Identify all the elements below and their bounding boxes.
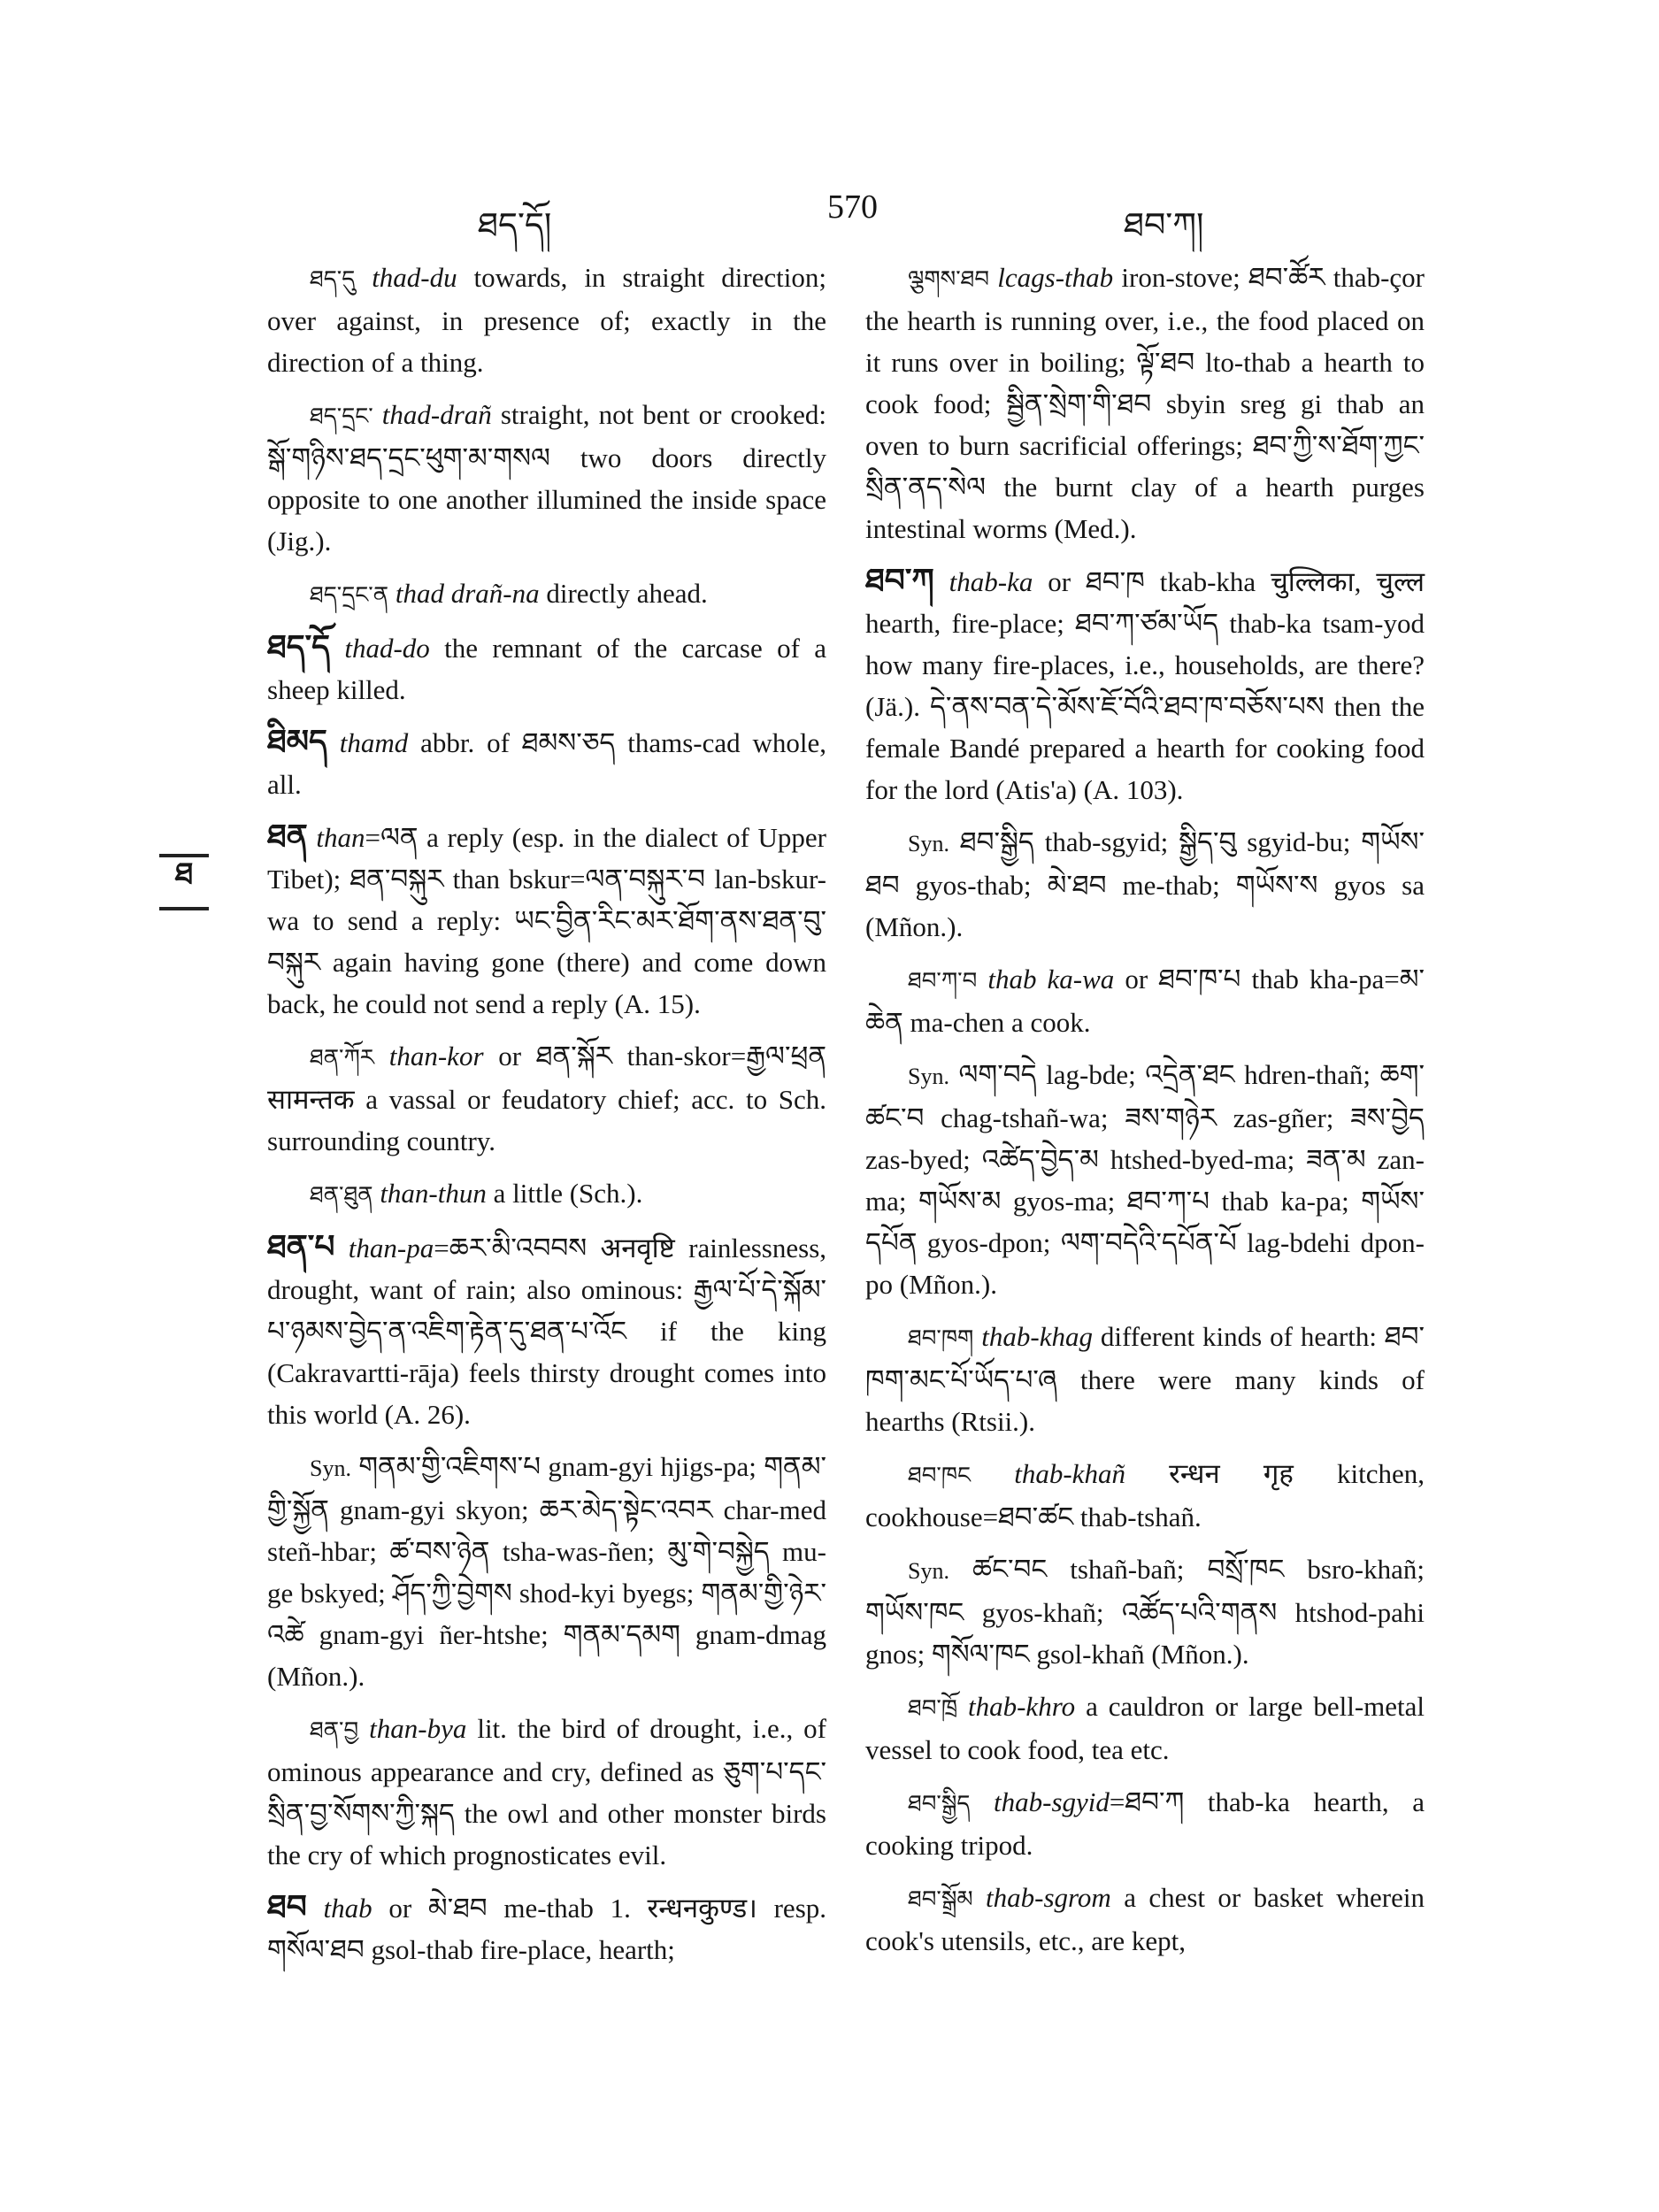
entry-transliteration: thab-sgrom [986, 1882, 1111, 1913]
dictionary-entry [865, 1316, 1425, 1442]
entry-transliteration: than-bya [369, 1713, 467, 1744]
entry-headword: ཐན་ཐུན [310, 1182, 373, 1208]
entry-headword: ཐབ་ཁྲོ [908, 1695, 958, 1721]
dictionary-entry [267, 1226, 826, 1435]
entry-transliteration: thamd [339, 727, 409, 758]
entry-definition: iron-stove; ཐབ་ཚོར thab-çor the hearth is running over, i.e., the food placed on it runs over in boiling; ལྟོ་ཐབ lto-thab a hearth to cook food; སྦྱིན་སྲེག་གི་ཐབ sbyin sreg gi thab an oven to burn sacrificial offerings; ཐབ་ཀྱི་ས་ཐོག་ཀྱང་སྲིན་ནད་སེལ the burnt clay of a hearth purges intestinal worms (Med.). [865, 262, 1425, 544]
entry-headword: ཐབ་ཁག [908, 1325, 974, 1351]
entry-definition: =ཆར་མི་འབབས अनवृष्टि rainlessness, drought, want of rain; also ominous: རྒྱལ་པོ་དེ་སྐོམ་པ་ཉམས་བྱེད་ན་འཇིག་རྟེན་དུ་ཐན་པ་འོང if the king (Cakravartti-rāja) feels thirsty drought comes into this world (A. 26). [267, 1233, 827, 1430]
dictionary-entry [267, 1035, 826, 1162]
entry-definition: གནམ་གྱི་འཇིགས་པ gnam-gyi hjigs-pa; གནམ་གྱི་སྐྱོན gnam-gyi skyon; ཆར་མེད་སྟེང་འབར char-med steñ-hbar; ཚ་བས་ཉེན tsha-was-ñen; མུ་གེ་བསྐྱེད mu-ge bskyed; ཤོད་ཀྱི་བྱེགས shod-kyi byegs; གནམ་གྱི་ཉེར་འཚེ gnam-gyi ñer-htshe; གནམ་དམག gnam-dmag (Mñon.). [267, 1451, 826, 1692]
right-column [865, 257, 1425, 1972]
dictionary-entry [267, 394, 826, 562]
dictionary-entry [865, 1453, 1425, 1538]
entry-headword: Syn. [908, 831, 949, 856]
entry-definition: abbr. of ཐམས་ཅད thams-cad whole, all. [267, 727, 827, 800]
dictionary-entry [865, 958, 1425, 1043]
entry-headword: ཐན་པ [267, 1229, 335, 1264]
dictionary-entry [267, 816, 826, 1025]
entry-transliteration: thad drañ-na [395, 578, 540, 609]
dictionary-entry [267, 1886, 826, 1970]
entry-headword: ཐད་དྲང་ན [310, 582, 389, 608]
entry-definition: =ལན a reply (esp. in the dialect of Upper Tibet); ཐན་བསྐུར than bskur=ལན་བསྐུར་བ lan-bskur-wa to send a reply: ཡང་བྱིན་རིང་མར་ཐོག་ནས་ཐན་བུ་བསྐུར again having gone (there) and come down back, he could not send a reply (A. 15). [267, 822, 826, 1019]
entry-transliteration: thad-du [372, 262, 457, 293]
entry-transliteration: thab-khro [968, 1691, 1076, 1722]
entry-headword: ལྕགས་ཐབ [908, 266, 990, 292]
entry-definition: directly ahead. [539, 578, 708, 609]
entry-transliteration: lcags-thab [997, 262, 1114, 293]
entry-transliteration: thab-ka [949, 566, 1033, 597]
entry-definition: ཚང་བང tshañ-bañ; བསྲོ་ཁང bsro-khañ; གཡོས་ཁང gyos-khañ; འཚོད་པའི་གནས htshod-pahi gnos; གསོལ་ཁང gsol-khañ (Mñon.). [865, 1554, 1425, 1670]
entry-definition: or ཐན་སྐོར than-skor=རྒྱལ་ཕྲན सामन्तक a vassal or feudatory chief; acc. to Sch. surrounding country. [267, 1041, 827, 1156]
dictionary-entry [865, 1054, 1425, 1305]
entry-headword: ཐབ་ཀ་བ [908, 968, 978, 994]
entry-transliteration: thab ka-wa [987, 964, 1115, 995]
entry-definition: straight, not bent or crooked: སྒོ་གཉིས་ཐད་དྲང་ཕུག་མ་གསལ two doors directly opposite to one another illumined the inside space (Jig.). [267, 399, 827, 557]
entry-headword: ཐད་དྲང་ [310, 403, 373, 429]
entry-headword: ཐན་བྱ [310, 1717, 359, 1743]
page-number: 570 [827, 188, 878, 226]
entry-transliteration: thab-khag [981, 1321, 1093, 1352]
entry-definition: or ཐབ་ཁ་པ thab kha-pa=མ་ཆེན ma-chen a cook. [865, 964, 1425, 1038]
entry-headword: ཐད་དོ [267, 629, 330, 664]
dictionary-entry [267, 1446, 826, 1697]
entry-headword: ཐབ [267, 1889, 307, 1924]
entry-transliteration: than-kor [388, 1041, 484, 1071]
entry-headword: ཐད་དུ [310, 266, 356, 292]
dictionary-entry [865, 1548, 1425, 1675]
entry-headword: Syn. [908, 1064, 949, 1089]
entry-definition: towards, in straight direction; over against, in presence of; exactly in the direction of a thing. [267, 262, 826, 378]
dictionary-entry [865, 257, 1425, 549]
entry-definition: a chest or basket wherein cook's utensils, etc., are kept, [865, 1882, 1425, 1956]
entry-definition: the remnant of the carcase of a sheep killed. [267, 633, 827, 705]
entry-headword: ཐན་ཀོར [310, 1045, 375, 1071]
entry-definition: a cauldron or large bell-metal vessel to cook food, tea etc. [865, 1691, 1425, 1765]
entry-transliteration: than-pa [348, 1233, 434, 1263]
entry-transliteration: than [316, 822, 365, 853]
entry-definition: lit. the bird of drought, i.e., of ominous appearance and cry, defined as ཅུག་པ་དང་སྲིན་བྱ་སོགས་ཀྱི་སྐད the owl and other monster birds the cry of which prognosticates evil. [267, 1713, 826, 1870]
dictionary-entry [865, 1877, 1425, 1962]
dictionary-entry [267, 1172, 826, 1216]
dictionary-entry [267, 1708, 826, 1876]
entry-definition: रन्धन गृह kitchen, cookhouse=ཐབ་ཚང thab-tshañ. [865, 1458, 1425, 1532]
entry-headword: ཐབ་སྒྱིད [908, 1791, 971, 1816]
entry-definition: or མེ་ཐབ me-thab 1. रन्धनकुण्ड। resp. གསོལ་ཐབ gsol-thab fire-place, hearth; [267, 1893, 827, 1965]
dictionary-entry [865, 1686, 1425, 1770]
header-left-word: ཐད་དོ། [478, 205, 552, 244]
entry-definition: different kinds of hearth: ཐབ་ཁག་མང་པོ་ཡོད་པ་ཞ there were many kinds of hearths (Rtsii.). [865, 1321, 1425, 1437]
dictionary-entry [267, 572, 826, 616]
dictionary-entry [267, 626, 826, 710]
entry-transliteration: thad-drañ [381, 399, 492, 430]
margin-thumb-index: ཐ [159, 854, 209, 910]
entry-definition: or ཐབ་ཁ tkab-kha चुल्लिका, चुल्ल hearth, fire-place; ཐབ་ཀ་ཙམ་ཡོད thab-ka tsam-yod how many fire-places, i.e., households, are there? (Jä.). དེ་ནས་བན་དེ་མོས་ཇོ་བོའི་ཐབ་ཁ་བཅོས་པས then the female Bandé prepared a hearth for cooking food for the lord (Atis'a) (A. 103). [865, 566, 1425, 805]
dictionary-entry [267, 721, 826, 805]
dictionary-entry [267, 257, 826, 383]
entry-headword: ཐན [267, 818, 308, 854]
entry-transliteration: than-thun [380, 1178, 487, 1209]
entry-transliteration: thad-do [344, 633, 430, 664]
entry-definition: ལག་བདེ lag-bde; འདྲེན་ཐང hdren-thañ; ཆག་ཚང་བ chag-tshañ-wa; ཟས་གཉེར zas-gñer; ཟས་བྱེད zas-byed; འཚེད་བྱེད་མ htshed-byed-ma; ཟན་མ zan-ma; གཡོས་མ gyos-ma; ཐབ་ཀ་པ thab ka-pa; གཡོས་དཔོན gyos-dpon; ལག་བདེའི་དཔོན་པོ lag-bdehi dpon-po (Mñon.). [865, 1059, 1425, 1300]
entry-headword: Syn. [908, 1558, 949, 1584]
entry-definition: ཐབ་སྒྱིད thab-sgyid; སྒྱིད་བུ sgyid-bu; གཡོས་ཐབ gyos-thab; མེ་ཐབ me-thab; གཡོས་ས gyos sa (Mñon.). [865, 826, 1425, 942]
entry-headword: ཐིམད [267, 724, 327, 759]
entry-transliteration: thab-sgyid [994, 1786, 1110, 1817]
header-right-word: ཐབ་ཀ། [1124, 205, 1204, 244]
dictionary-entry [865, 821, 1425, 948]
dictionary-entry [865, 560, 1425, 810]
entry-headword: ཐབ་སྒྲོམ [908, 1886, 973, 1912]
entry-transliteration: thab [323, 1893, 373, 1924]
entry-headword: ཐབ་ཁང [908, 1463, 972, 1488]
left-column [267, 257, 826, 1981]
entry-definition: =ཐབ་ཀ thab-ka hearth, a cooking tripod. [865, 1786, 1425, 1861]
entry-headword: ཐབ་ཀ [865, 563, 934, 598]
dictionary-entry [865, 1781, 1425, 1866]
page-header [0, 188, 1659, 244]
entry-headword: Syn. [310, 1455, 351, 1481]
entry-definition: a little (Sch.). [486, 1178, 643, 1209]
entry-transliteration: thab-khañ [1014, 1458, 1125, 1489]
